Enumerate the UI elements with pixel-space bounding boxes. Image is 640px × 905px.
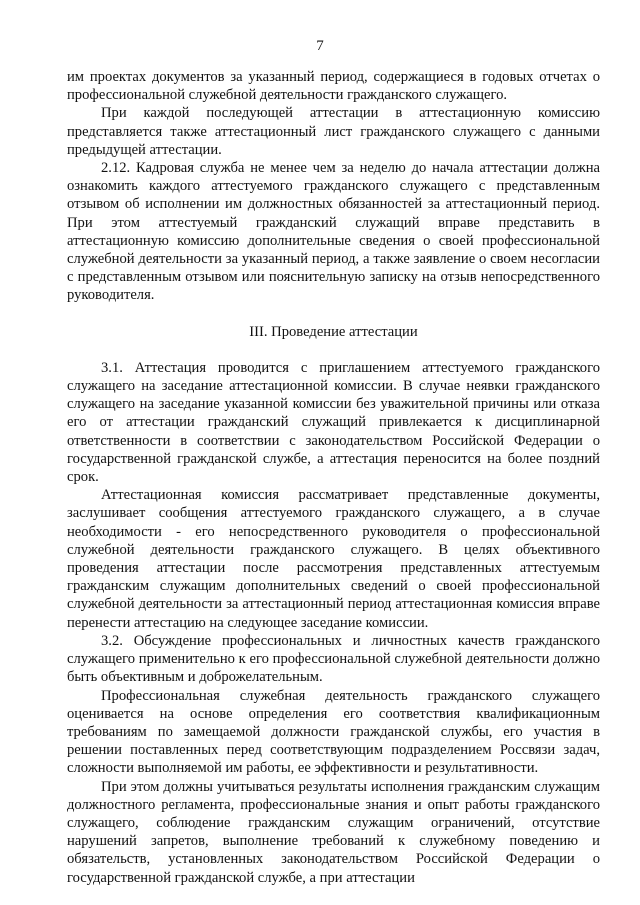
document-body [67,68,600,887]
paragraph-commission-review: Аттестационная комиссия рассматривает представленные документы, заслушивает сообщения аттестуемого гражданского служащего, а в случае необходимости - его непосредственного руководителя о профессиональной служебной деятельности гражданского служащего. В целях объективного проведения аттестации после рассмотрения представленных аттестуемым гражданским служащим дополнительных сведений о своей профессиональной служебной деятельности за аттестационный период аттестационная комиссия вправе перенести аттестацию на следующее заседание комиссии. [67,487,600,631]
paragraph-attestation-sheet: При каждой последующей аттестации в аттестационную комиссию представляется также аттестационный лист гражданского служащего с данными предыдущей аттестации. [67,105,600,158]
section-heading: III. Проведение аттестации [249,323,418,340]
paragraph-2-12: 2.12. Кадровая служба не менее чем за неделю до начала аттестации должна ознакомить каждого аттестуемого гражданского служащего с представленным отзывом об исполнении им должностных обязанностей за аттестационный период. При этом аттестуемый гражданский служащий вправе представить в аттестационную комиссию дополнительные сведения о своей профессиональной служебной деятельности за указанный период, а также заявление о своем несогласии с представленным отзывом или пояснительную записку на отзыв непосредственного руководителя. [67,160,600,304]
page-number: 7 [316,38,324,54]
paragraph-evaluation-basis: Профессиональная служебная деятельность гражданского служащего оценивается на основе определения его соответствия квалификационным требованиям по замещаемой должности гражданской службы, его участия в решении поставленных перед соответствующим подразделением Россвязи задач, сложности выполняемой им работы, ее эффективности и результативности. [67,687,600,777]
paragraph-continuation: им проектах документов за указанный период, содержащиеся в годовых отчетах о профессиональной служебной деятельности гражданского служащего. [67,69,600,104]
paragraph-3-1: 3.1. Аттестация проводится с приглашением аттестуемого гражданского служащего на заседание аттестационной комиссии. В случае неявки гражданского служащего на заседание указанной комиссии без уважительной причины или отказа его от аттестации гражданский служащий привлекается к дисциплинарной ответственности в соответствии с законодательством Российской Федерации о государственной гражданской службе, а аттестация переносится на более поздний срок. [67,359,600,486]
paragraph-3-2: 3.2. Обсуждение профессиональных и личностных качеств гражданского служащего применительно к его профессиональной служебной деятельности должно быть объективным и доброжелательным. [67,632,600,686]
paragraph-evaluation-factors: При этом должны учитываться результаты исполнения гражданским служащим должностного регламента, профессиональные знания и опыт работы гражданского служащего, соблюдение гражданским служащим ограничений, отсутствие нарушений запретов, выполнение требований к служебному поведению и обязательств, установленных законодательством Российской Федерации о государственной гражданской службе, а при аттестации [67,778,600,886]
